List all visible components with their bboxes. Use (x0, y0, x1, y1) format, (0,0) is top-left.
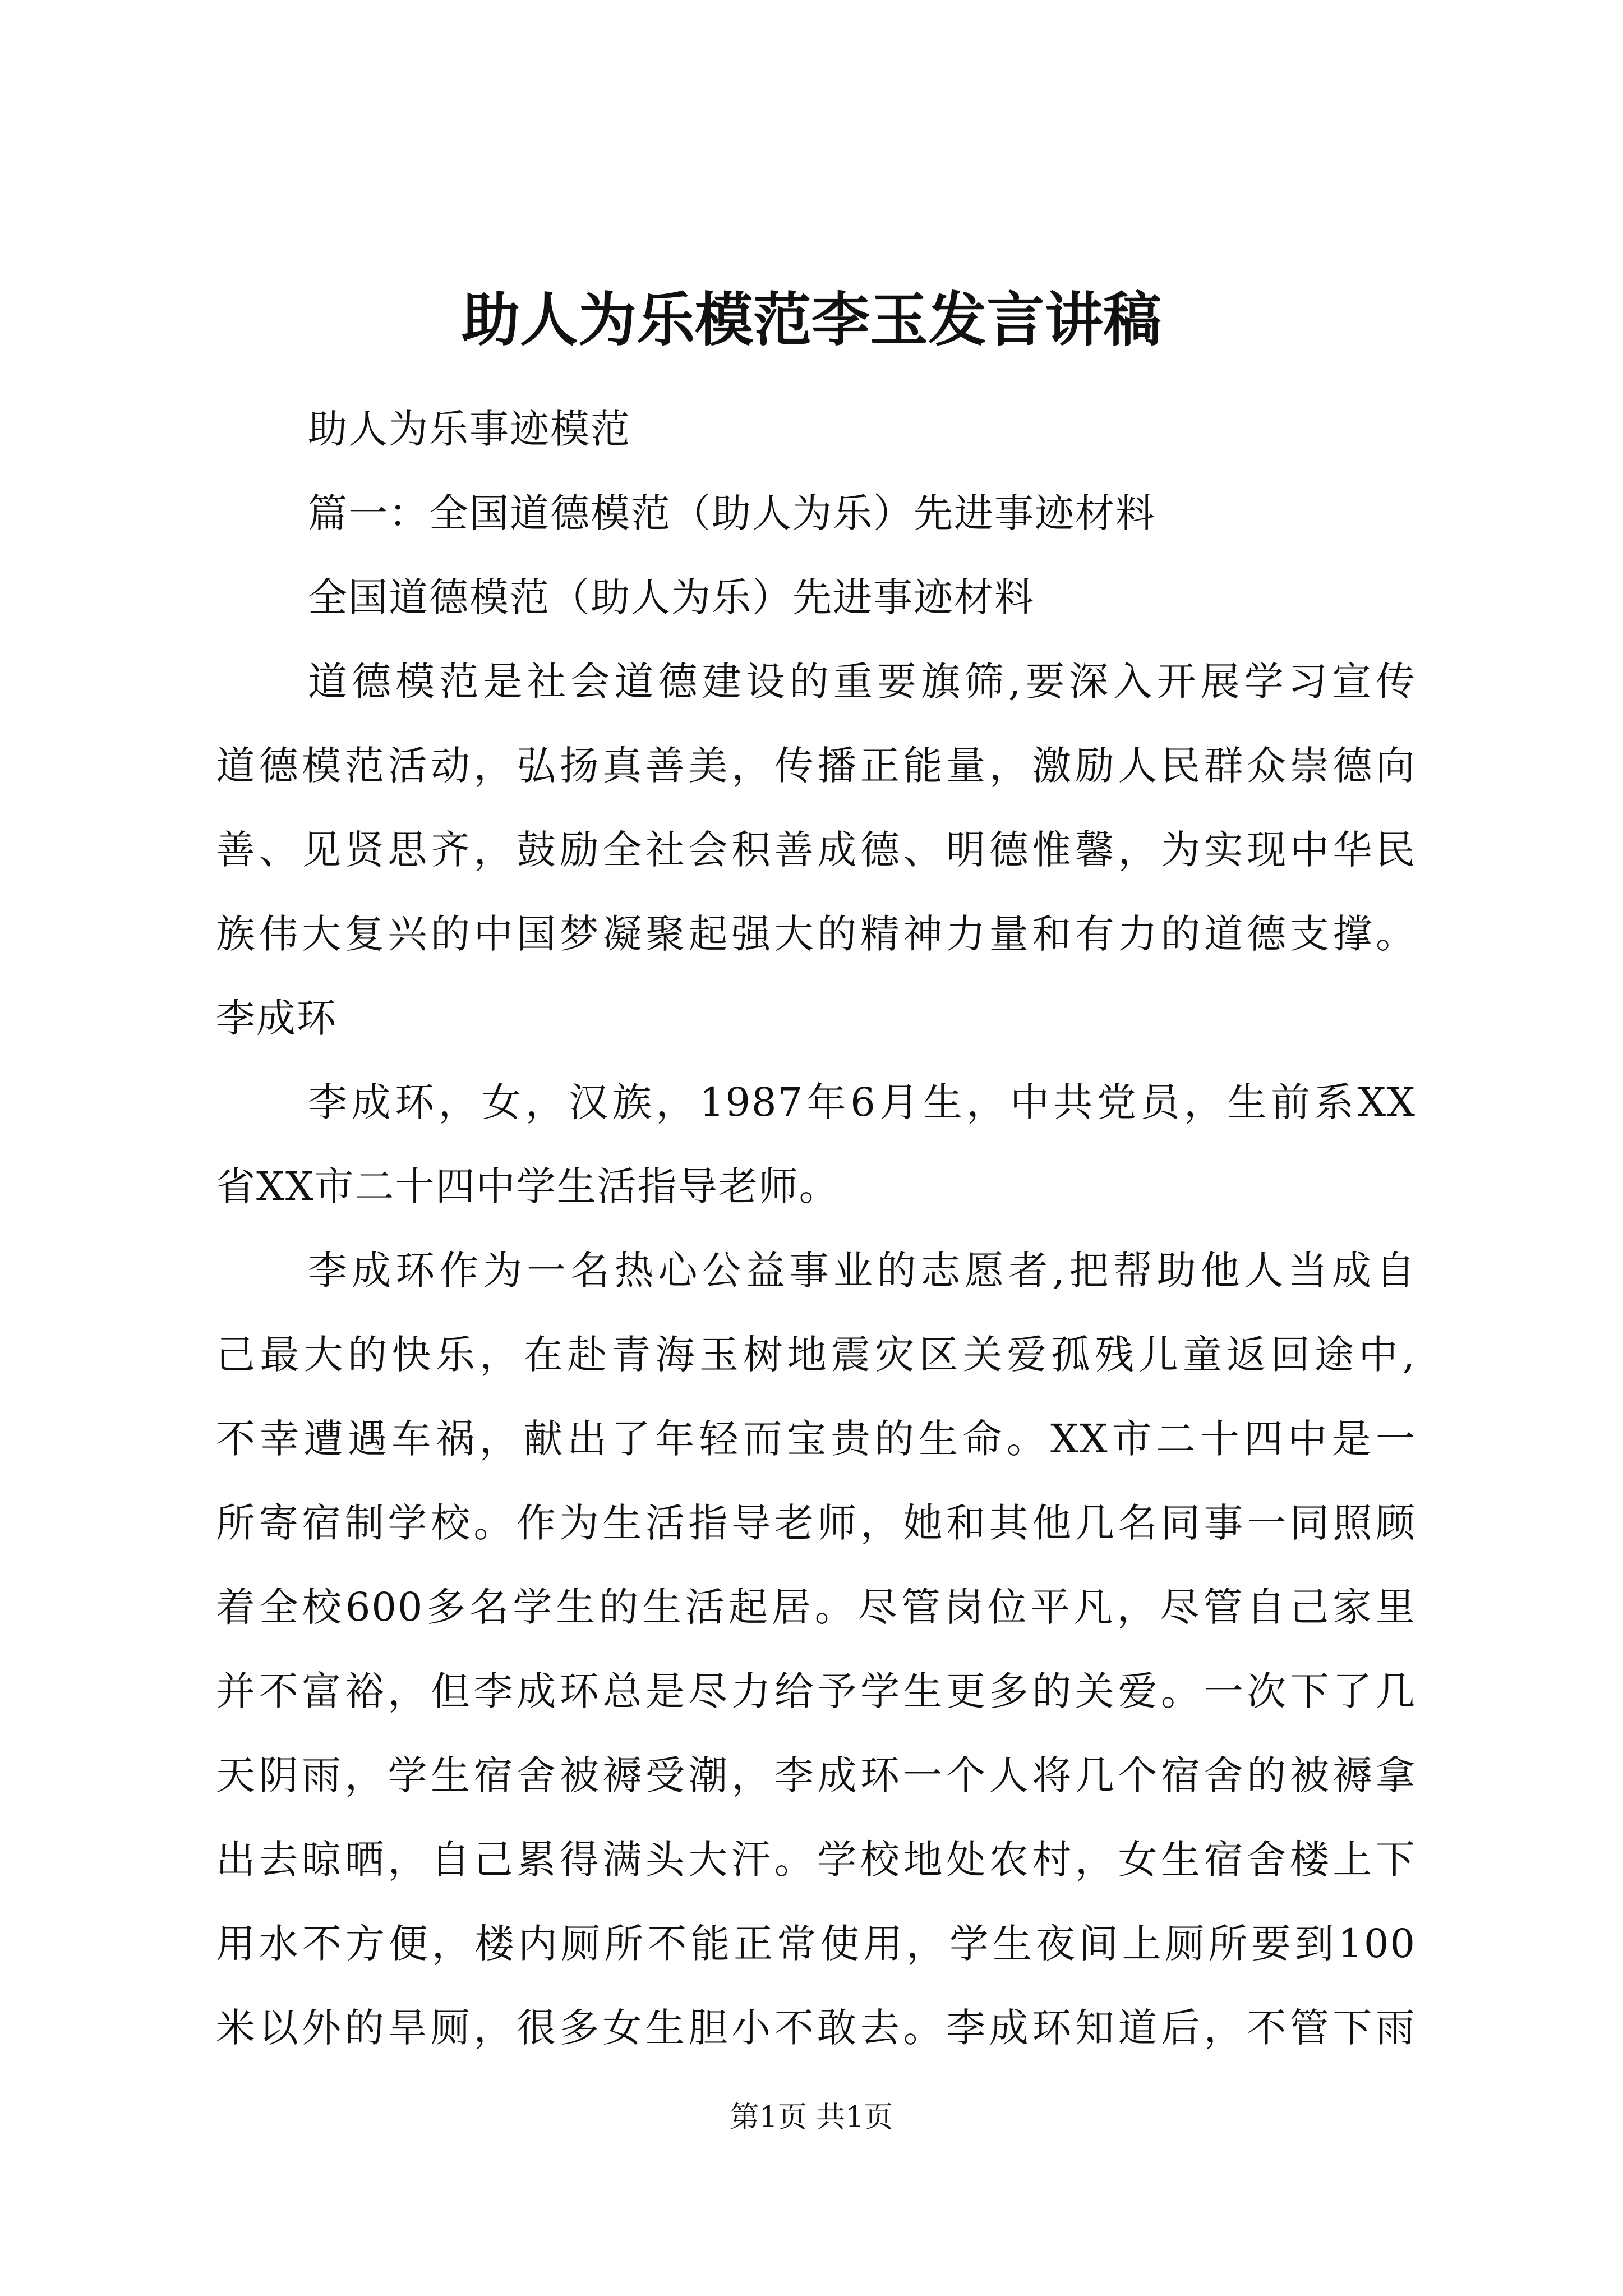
body-line: 全国道德模范（助人为乐）先进事迹材料 (308, 574, 1035, 620)
body-line: 米以外的旱厕，很多女生胆小不敢去。李成环知道后，不管下雨 (216, 2005, 1416, 2051)
body-line: 不幸遭遇车祸，献出了年轻而宝贵的生命。XX市二十四中是一 (216, 1416, 1416, 1462)
body-line: 道德模范活动，弘扬真善美，传播正能量，激励人民群众崇德向 (216, 743, 1416, 789)
page-footer: 第1页 共1页 (730, 2101, 893, 2134)
body-line: 天阴雨，学生宿舍被褥受潮，李成环一个人将几个宿舍的被褥拿 (216, 1752, 1416, 1798)
body-line: 李成环作为一名热心公益事业的志愿者,把帮助他人当成自 (308, 1248, 1416, 1294)
body-line: 道德模范是社会道德建设的重要旗筛,要深入开展学习宣传 (308, 659, 1416, 705)
body-line: 着全校600多名学生的生活起居。尽管岗位平凡，尽管自己家里 (216, 1584, 1416, 1630)
body-line: 族伟大复兴的中国梦凝聚起强大的精神力量和有力的道德支撑。 (216, 911, 1416, 957)
body-line: 李成环 (216, 995, 337, 1041)
document-title: 助人为乐模范李玉发言讲稿 (461, 285, 1161, 354)
body-line: 助人为乐事迹模范 (308, 406, 631, 452)
body-line: 篇一：全国道德模范（助人为乐）先进事迹材料 (308, 490, 1156, 536)
document-body (216, 387, 1416, 2070)
body-line: 出去晾晒，自己累得满头大汗。学校地处农村，女生宿舍楼上下 (216, 1837, 1416, 1883)
body-line: 用水不方便，楼内厕所不能正常使用，学生夜间上厕所要到100 (216, 1921, 1416, 1967)
body-line: 善、见贤思齐，鼓励全社会积善成德、明德惟馨，为实现中华民 (216, 827, 1416, 873)
body-line: 己最大的快乐，在赴青海玉树地震灾区关爱孤残儿童返回途中, (216, 1332, 1416, 1378)
body-line: 省XX市二十四中学生活指导老师。 (216, 1163, 840, 1209)
body-line: 李成环，女，汉族，1987年6月生，中共党员，生前系XX (308, 1079, 1416, 1125)
body-line: 并不富裕，但李成环总是尽力给予学生更多的关爱。一次下了几 (216, 1668, 1416, 1714)
body-line: 所寄宿制学校。作为生活指导老师，她和其他几名同事一同照顾 (216, 1500, 1416, 1546)
